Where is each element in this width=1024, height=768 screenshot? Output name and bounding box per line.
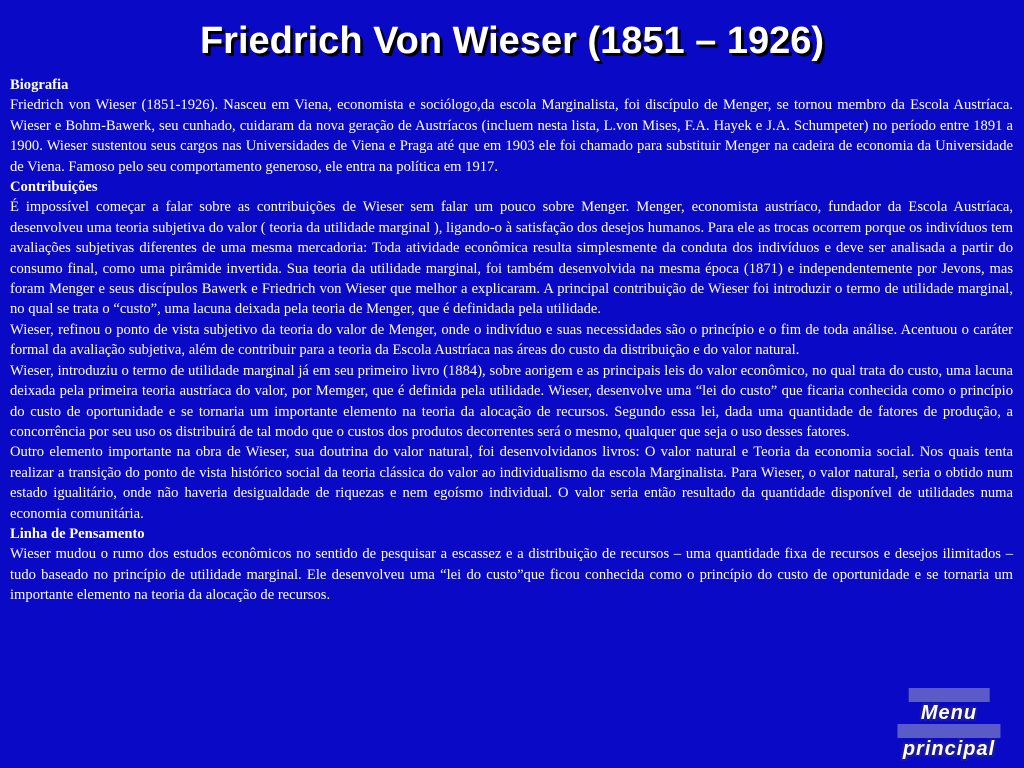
menu-button-label-line1: Menu [893, 700, 1005, 726]
contribuicoes-heading: Contribuições [10, 179, 98, 196]
linha-pensamento-paragraph: Wieser mudou o rumo dos estudos econômicos no sentido de pesquisar a escassez e a distribuição de recursos – uma quantidade fixa de recursos e desejos ilimitados – tudo baseado no princípio de utilidade marginal. Ele desenvolveu uma “lei do custo”que ficou conhecida como o princípio do custo de oportunidade e se tornaria um importante elemento na teoria da alocação de recursos. [10, 546, 1013, 604]
slide-title: Friedrich Von Wieser (1851 – 1926) [199, 20, 825, 62]
biografia-paragraph: Friedrich von Wieser (1851-1926). Nasceu em Viena, economista e sociólogo,da escola Marginalista, foi discípulo de Menger, se tornou membro da Escola Austríaca. Wieser e Bohm-Bawerk, seu cunhado, cuidaram da nova geração de Austríacos (incluem nesta lista, L.von Mises, F.A. Hayek e J.A. Schumpeter) no período entre 1891 a 1900. Wieser sustentou seus cargos nas Universidades de Viena e Praga até que em 1903 ele foi chamado para substituir Menger na cadeira de economia da Universidade de Viena. Famoso pelo seu comportamento generoso, ele entra na política em 1917. [10, 97, 1013, 175]
slide-content [10, 75, 1013, 606]
menu-principal-button[interactable] [893, 690, 1005, 762]
contribuicoes-paragraph-2: Wieser, refinou o ponto de vista subjetivo da teoria do valor de Menger, onde o indivíduo e suas necessidades são o princípio e o fim de toda análise. Acentuou o caráter formal da avaliação subjetiva, além de contribuir para a teoria da Escola Austríaca nas áreas do custo da distribuição e do valor natural. [10, 321, 1013, 359]
menu-button-label-line2: principal [893, 736, 1005, 762]
linha-pensamento-heading: Linha de Pensamento [10, 525, 145, 542]
biografia-heading: Biografia [10, 77, 69, 93]
contribuicoes-paragraph-3: Wieser, introduziu o termo de utilidade marginal já em seu primeiro livro (1884), sobre aorigem e as principais leis do valor econômico, no qual trata do custo, uma lacuna deixada pela primeira teoria austríaca do valor, por Memger, que é definida pela utilidade. Wieser, desenvolve uma “lei do custo” que ficaria conhecida como o princípio do custo de oportunidade e se tornaria um importante elemento na teoria da alocação de recursos. Segundo essa lei, dada uma quantidade de fatores de produção, a concorrência por seu uso os distribuirá de tal modo que o custos dos produtos decorrentes será o mesmo, qualquer que seja o uso desses fatores. [10, 362, 1013, 440]
contribuicoes-paragraph-1: É impossível começar a falar sobre as contribuições de Wieser sem falar um pouco sobre Menger. Menger, economista austríaco, fundador da Escola Austríaca, desenvolveu uma teoria subjetiva do valor ( teoria da utilidade marginal ), ligando-o à satisfação dos desejos humanos. Para ele as trocas ocorrem porque os indivíduos tem avaliações subjetivas diferentes de uma mesma mercadoria: Toda atividade econômica resulta simplesmente da conduta dos indivíduos e deve ser analisada a partir do consumo final, como uma pirâmide invertida. Sua teoria da utilidade marginal, foi também desenvolvida na mesma época (1871) e independentemente por Jevons, mas foram Menger e seus discípulos Bawerk e Friedrich von Wieser que melhor a explicaram. A principal contribuição de Wieser foi introduzir o termo de utilidade marginal, no qual se trata o “custo”, uma lacuna deixada pela teoria de Menger, que é definidada pela utilidade. [10, 199, 1013, 318]
contribuicoes-paragraph-4: Outro elemento importante na obra de Wieser, sua doutrina do valor natural, foi desenvolvidanos livros: O valor natural e Teoria da economia social. Nos quais tenta realizar a transição do ponto de vista histórico social da teoria clássica do valor ao individualismo da escola Marginalista. Para Wieser, o valor natural, seria o obtido num estado igualitário, onde não haveria desigualdade de riquezas e nem egoísmo individual. O valor seria então resultado da quantidade disponível de utilidades numa economia comunitária. [10, 444, 1013, 522]
